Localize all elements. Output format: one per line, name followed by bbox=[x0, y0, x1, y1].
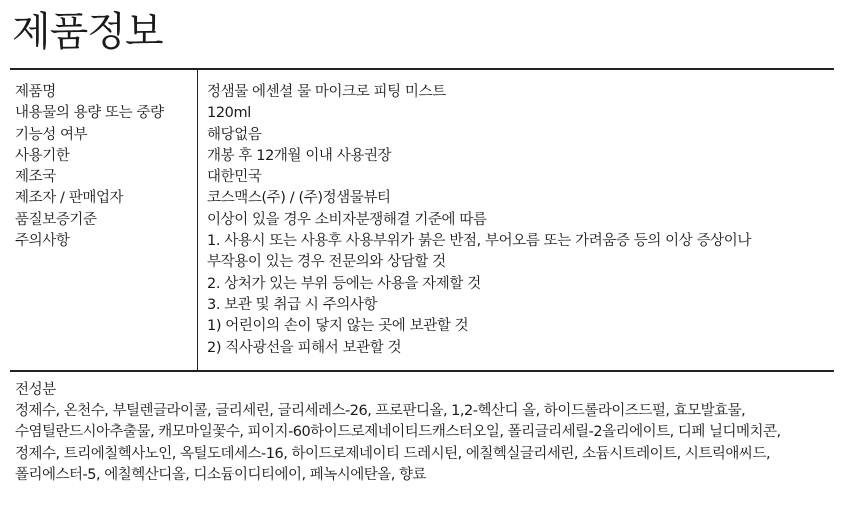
value-caution-2: 부작용이 있는 경우 전문의와 상담할 것 bbox=[207, 254, 446, 271]
ingredients-list bbox=[15, 401, 855, 486]
value-caution-1: 1. 사용시 또는 사용후 사용부위가 붉은 반점, 부어오름 또는 가려움증 등의 이상 증상이나 bbox=[207, 233, 751, 250]
value-expiry: 개봉 후 12개월 이내 사용권장 bbox=[207, 147, 392, 164]
value-caution-4: 3. 보관 및 취급 시 주의사항 bbox=[207, 296, 378, 313]
label-expiry: 사용기한 bbox=[15, 147, 70, 164]
value-caution-3: 2. 상처가 있는 부위 등에는 사용을 자제할 것 bbox=[207, 275, 481, 292]
label-volume: 내용물의 용량 또는 중량 bbox=[15, 105, 164, 122]
label-manufacturer: 제조자 / 판매업자 bbox=[15, 190, 124, 207]
table-top-rule bbox=[10, 68, 834, 70]
ingredients-line: 폴리에스터-5, 에칠헥산디올, 디소듐이디티에이, 페녹시에탄올, 향료 bbox=[15, 466, 427, 483]
value-quality: 이상이 있을 경우 소비자분쟁해결 기준에 따름 bbox=[207, 211, 487, 228]
value-column bbox=[207, 82, 827, 359]
label-functional: 기능성 여부 bbox=[15, 126, 88, 143]
ingredients-line: 수염틸란드시아추출물, 캐모마일꽃수, 피이지-60하이드로제네이티드캐스터오일, 폴리글리세릴-2올리에이트, 디페 닐디메치콘, bbox=[15, 424, 781, 441]
column-divider bbox=[197, 70, 198, 370]
value-country: 대한민국 bbox=[207, 169, 262, 186]
label-caution: 주의사항 bbox=[15, 233, 70, 250]
value-product-name: 정샘물 에센셜 물 마이크로 피팅 미스트 bbox=[207, 84, 446, 100]
table-bottom-rule bbox=[10, 370, 834, 372]
value-manufacturer: 코스맥스(주) / (주)정샘물뷰티 bbox=[207, 190, 391, 207]
label-column bbox=[15, 82, 193, 252]
page-title: 제품정보 bbox=[12, 9, 163, 55]
label-product-name: 제품명 bbox=[15, 84, 56, 100]
ingredients-line: 정제수, 온천수, 부틸렌글라이콜, 글리세린, 글리세레스-26, 프로판디올, 1,2-헥산디 올, 하이드롤라이즈드펄, 효모발효물, bbox=[15, 403, 746, 419]
value-functional: 해당없음 bbox=[207, 126, 262, 143]
value-caution-6: 2) 직사광선을 피해서 보관할 것 bbox=[207, 339, 402, 356]
value-volume: 120ml bbox=[207, 105, 251, 122]
ingredients-title: 전성분 bbox=[15, 382, 56, 398]
value-caution-5: 1) 어린이의 손이 닿지 않는 곳에 보관할 것 bbox=[207, 318, 469, 335]
label-quality: 품질보증기준 bbox=[15, 211, 97, 228]
ingredients-line: 정제수, 트리에칠헥사노인, 옥틸도데세스-16, 하이드로제네이티 드레시틴, 에칠헥실글리세린, 소듐시트레이트, 시트릭애씨드, bbox=[15, 445, 771, 462]
label-country: 제조국 bbox=[15, 169, 56, 186]
